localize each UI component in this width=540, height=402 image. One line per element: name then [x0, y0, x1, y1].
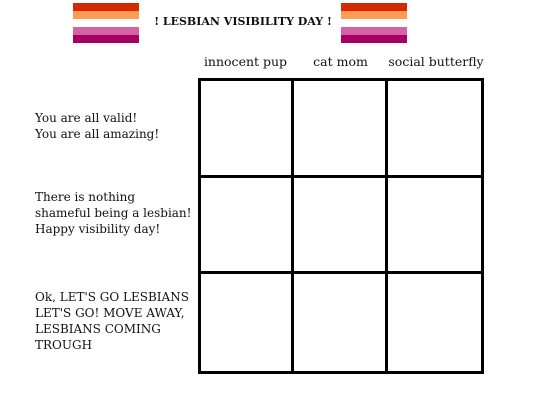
flag-stripe — [73, 27, 139, 35]
column-header-3: social butterfly — [388, 54, 484, 69]
grid-cell[interactable] — [294, 81, 387, 178]
grid-cell[interactable] — [388, 178, 481, 275]
grid-cell[interactable] — [388, 81, 481, 178]
row-label-3: Ok, LET'S GO LESBIANS LET'S GO! MOVE AWAY, LESBIANS COMING TROUGH — [35, 290, 189, 352]
grid-cell[interactable] — [294, 178, 387, 275]
flag-stripe — [73, 35, 139, 43]
column-header-2: cat mom — [313, 54, 368, 69]
grid-cell[interactable] — [201, 274, 294, 371]
bingo-grid — [198, 78, 484, 374]
row-label-2: There is nothing shameful being a lesbian! Happy visibility day! — [35, 190, 192, 236]
flag-stripe — [341, 19, 407, 27]
grid-cell[interactable] — [388, 274, 481, 371]
grid-cell[interactable] — [201, 81, 294, 178]
flag-stripe — [73, 11, 139, 19]
grid-cell[interactable] — [294, 274, 387, 371]
row-label-1: You are all valid! You are all amazing! — [35, 111, 160, 141]
flag-stripe — [341, 27, 407, 35]
page-title: ! LESBIAN VISIBILITY DAY ! — [154, 15, 332, 28]
lesbian-flag-left — [73, 3, 139, 43]
column-header-1: innocent pup — [203, 54, 288, 69]
lesbian-flag-right — [341, 3, 407, 43]
flag-stripe — [341, 11, 407, 19]
flag-stripe — [73, 19, 139, 27]
flag-stripe — [73, 3, 139, 11]
flag-stripe — [341, 35, 407, 43]
flag-stripe — [341, 3, 407, 11]
grid-cell[interactable] — [201, 178, 294, 275]
